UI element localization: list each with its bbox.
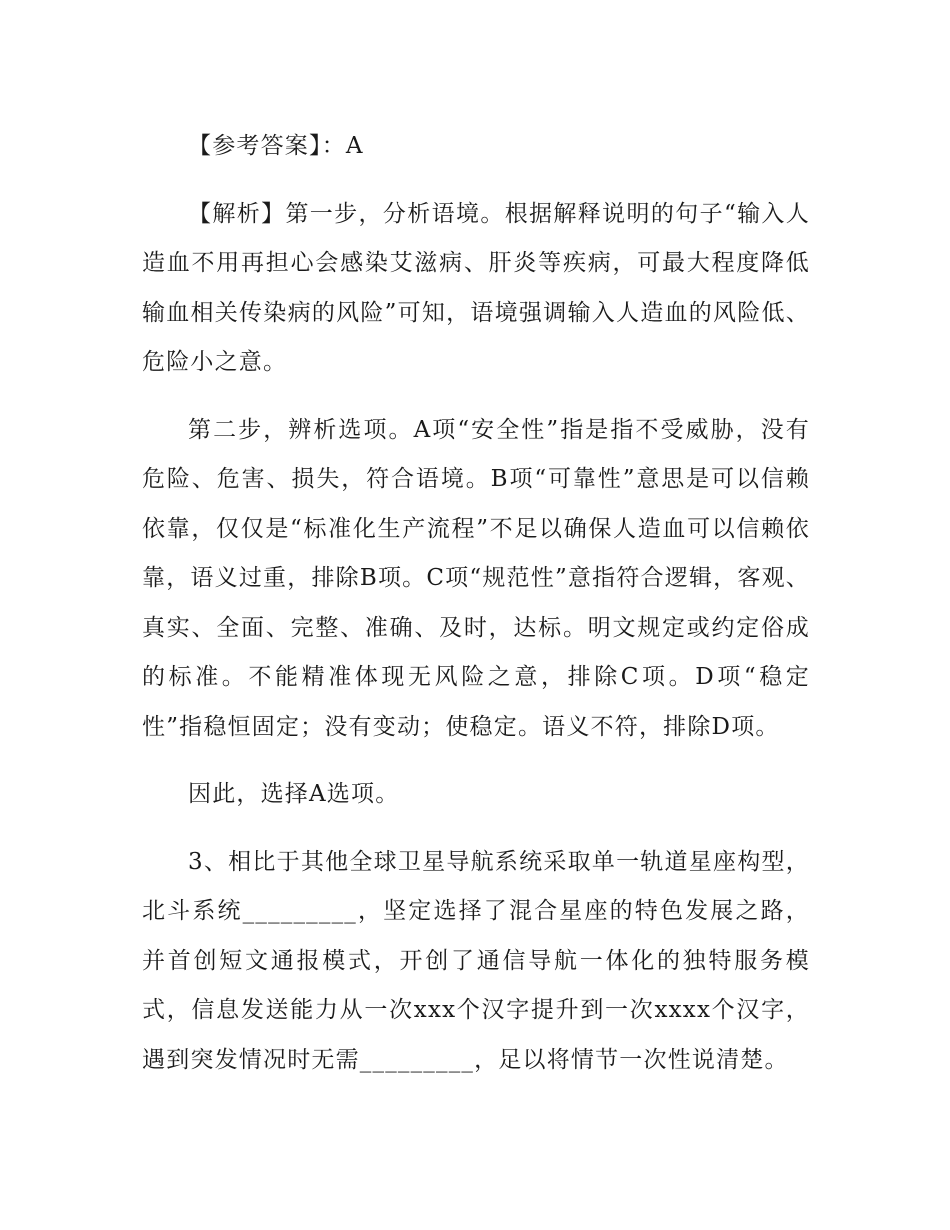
document-body <box>142 122 810 1085</box>
analysis-conclusion: 因此，选择A选项。 <box>188 781 400 807</box>
analysis-step-two: 第二步，辨析选项。A项“安全性”指是指不受威胁，没有危险、危害、损失，符合语境。B项“可靠性”意思是可以信赖依靠，仅仅是“标准化生产流程”不足以确保人造血可以信赖依靠，语义过重，排除B项。C项“规范性”意指符合逻辑，客观、真实、全面、完整、准确、及时，达标。明文规定或约定俗成的标准。不能精准体现无风险之意，排除C项。D项“稳定性”指稳恒固定；没有变动；使稳定。语义不符，排除D项。 <box>142 416 810 740</box>
question-three: 3、相比于其他全球卫星导航系统采取单一轨道星座构型，北斗系统_________，坚定选择了混合星座的特色发展之路，并首创短文通报模式，开创了通信导航一体化的独特服务模式，信息发送能力从一次xxx个汉字提升到一次xxxx个汉字，遇到突发情况时无需_________，足以将情节一次性说清楚。 <box>142 848 810 1073</box>
reference-answer: 【参考答案】：A <box>188 133 364 159</box>
analysis-step-one: 【解析】第一步，分析语境。根据解释说明的句子“输入人造血不用再担心会感染艾滋病、肝炎等疾病，可最大程度降低输血相关传染病的风险”可知，语境强调输入人造血的风险低、危险小之意。 <box>142 200 810 375</box>
